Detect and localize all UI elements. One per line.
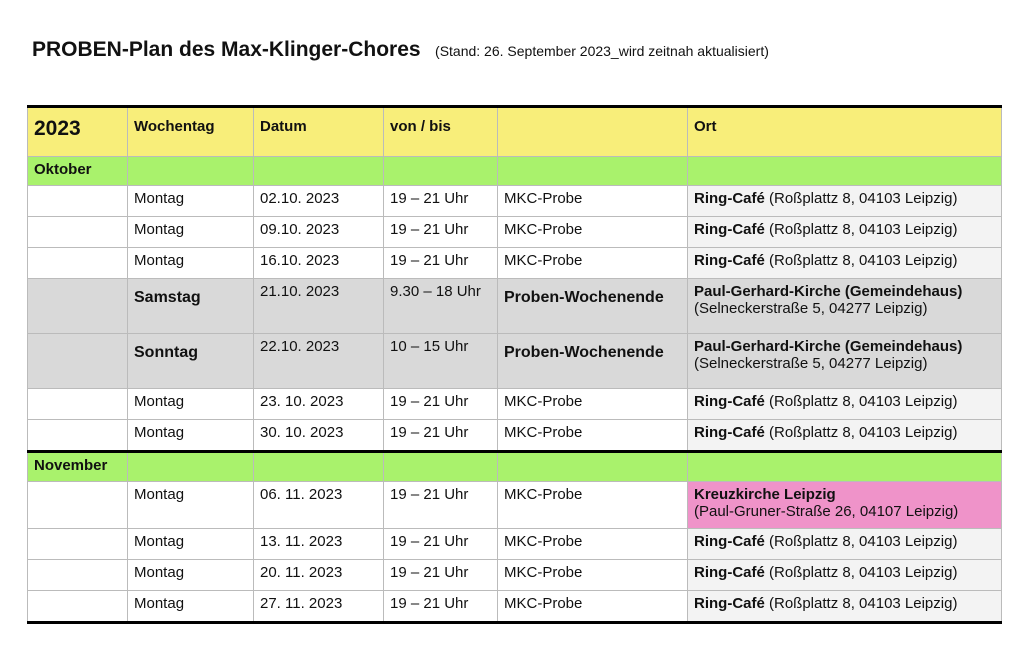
cell-date: 16.10. 2023 xyxy=(254,248,384,279)
table-row xyxy=(28,186,1002,217)
cell-event: MKC-Probe xyxy=(498,482,688,529)
location-address: (Roßplattz 8, 04103 Leipzig) xyxy=(764,252,958,269)
table-row xyxy=(28,482,1002,529)
location-address: (Roßplattz 8, 04103 Leipzig) xyxy=(764,533,958,550)
title-status: (Stand: 26. September 2023_wird zeitnah aktualisiert) xyxy=(435,43,769,59)
location-name: Paul-Gerhard-Kirche (Gemeindehaus) xyxy=(694,283,963,300)
header-weekday: Wochentag xyxy=(128,107,254,157)
rehearsal-table xyxy=(27,105,1002,624)
cell-date: 27. 11. 2023 xyxy=(254,591,384,623)
location-address: (Roßplattz 8, 04103 Leipzig) xyxy=(764,564,958,581)
cell-event: MKC-Probe xyxy=(498,560,688,591)
cell-time: 19 – 21 Uhr xyxy=(384,420,498,452)
table-row xyxy=(28,529,1002,560)
header-year: 2023 xyxy=(28,107,128,157)
table-row-weekend xyxy=(28,279,1002,334)
cell-event: MKC-Probe xyxy=(498,529,688,560)
cell-event: MKC-Probe xyxy=(498,248,688,279)
location-name: Ring-Café xyxy=(694,393,765,410)
cell-event: MKC-Probe xyxy=(498,389,688,420)
location-address: (Roßplattz 8, 04103 Leipzig) xyxy=(764,595,958,612)
cell-date: 21.10. 2023 xyxy=(254,279,384,334)
location-name: Ring-Café xyxy=(694,564,765,581)
table-header xyxy=(28,107,1002,157)
cell-time: 19 – 21 Uhr xyxy=(384,529,498,560)
cell-location xyxy=(688,186,1002,217)
location-name: Ring-Café xyxy=(694,252,765,269)
location-name: Ring-Café xyxy=(694,221,765,238)
cell-weekday: Montag xyxy=(128,560,254,591)
title-main: PROBEN-Plan des Max-Klinger-Chores xyxy=(32,38,421,61)
cell-location xyxy=(688,591,1002,623)
location-name: Ring-Café xyxy=(694,533,765,550)
cell-weekday: Montag xyxy=(128,529,254,560)
location-address: (Roßplattz 8, 04103 Leipzig) xyxy=(764,190,958,207)
cell-time: 19 – 21 Uhr xyxy=(384,560,498,591)
cell-weekday: Montag xyxy=(128,389,254,420)
header-event xyxy=(498,107,688,157)
cell-date: 13. 11. 2023 xyxy=(254,529,384,560)
cell-weekday: Montag xyxy=(128,186,254,217)
cell-event: MKC-Probe xyxy=(498,186,688,217)
cell-weekday: Montag xyxy=(128,420,254,452)
cell-time: 19 – 21 Uhr xyxy=(384,389,498,420)
page-title xyxy=(32,38,769,62)
cell-location xyxy=(688,560,1002,591)
cell-weekday: Montag xyxy=(128,591,254,623)
month-label: Oktober xyxy=(28,157,128,186)
cell-location xyxy=(688,334,1002,389)
location-address: (Paul-Gruner-Straße 26, 04107 Leipzig) xyxy=(694,503,959,520)
cell-location xyxy=(688,420,1002,452)
table-row xyxy=(28,420,1002,452)
cell-date: 23. 10. 2023 xyxy=(254,389,384,420)
cell-time: 9.30 – 18 Uhr xyxy=(384,279,498,334)
location-address: (Roßplattz 8, 04103 Leipzig) xyxy=(764,393,958,410)
cell-time: 19 – 21 Uhr xyxy=(384,591,498,623)
cell-time: 19 – 21 Uhr xyxy=(384,482,498,529)
header-location: Ort xyxy=(688,107,1002,157)
table-row xyxy=(28,591,1002,623)
cell-location xyxy=(688,279,1002,334)
cell-location xyxy=(688,389,1002,420)
cell-location-highlighted xyxy=(688,482,1002,529)
cell-date: 02.10. 2023 xyxy=(254,186,384,217)
table-row-weekend xyxy=(28,334,1002,389)
location-address: (Selneckerstraße 5, 04277 Leipzig) xyxy=(694,300,928,317)
cell-event: MKC-Probe xyxy=(498,217,688,248)
month-label: November xyxy=(28,452,128,482)
cell-event: MKC-Probe xyxy=(498,420,688,452)
cell-location xyxy=(688,529,1002,560)
cell-time: 19 – 21 Uhr xyxy=(384,248,498,279)
month-row-oktober xyxy=(28,157,1002,186)
location-name: Kreuzkirche Leipzig xyxy=(694,486,836,503)
cell-date: 20. 11. 2023 xyxy=(254,560,384,591)
cell-event: Proben-Wochenende xyxy=(498,334,688,389)
cell-time: 19 – 21 Uhr xyxy=(384,186,498,217)
cell-time: 19 – 21 Uhr xyxy=(384,217,498,248)
cell-date: 30. 10. 2023 xyxy=(254,420,384,452)
location-address: (Selneckerstraße 5, 04277 Leipzig) xyxy=(694,355,928,372)
header-date: Datum xyxy=(254,107,384,157)
cell-date: 22.10. 2023 xyxy=(254,334,384,389)
cell-event: MKC-Probe xyxy=(498,591,688,623)
cell-time: 10 – 15 Uhr xyxy=(384,334,498,389)
cell-date: 06. 11. 2023 xyxy=(254,482,384,529)
table-row xyxy=(28,217,1002,248)
cell-weekday: Samstag xyxy=(128,279,254,334)
cell-location xyxy=(688,248,1002,279)
location-address: (Roßplattz 8, 04103 Leipzig) xyxy=(764,221,958,238)
cell-weekday: Montag xyxy=(128,248,254,279)
cell-weekday: Montag xyxy=(128,217,254,248)
cell-date: 09.10. 2023 xyxy=(254,217,384,248)
table-row xyxy=(28,389,1002,420)
location-name: Ring-Café xyxy=(694,424,765,441)
header-time: von / bis xyxy=(384,107,498,157)
location-address: (Roßplattz 8, 04103 Leipzig) xyxy=(764,424,958,441)
month-row-november xyxy=(28,452,1002,482)
cell-location xyxy=(688,217,1002,248)
cell-weekday: Montag xyxy=(128,482,254,529)
location-name: Ring-Café xyxy=(694,190,765,207)
location-name: Ring-Café xyxy=(694,595,765,612)
table-row xyxy=(28,560,1002,591)
location-name: Paul-Gerhard-Kirche (Gemeindehaus) xyxy=(694,338,963,355)
cell-event: Proben-Wochenende xyxy=(498,279,688,334)
table-row xyxy=(28,248,1002,279)
cell-weekday: Sonntag xyxy=(128,334,254,389)
